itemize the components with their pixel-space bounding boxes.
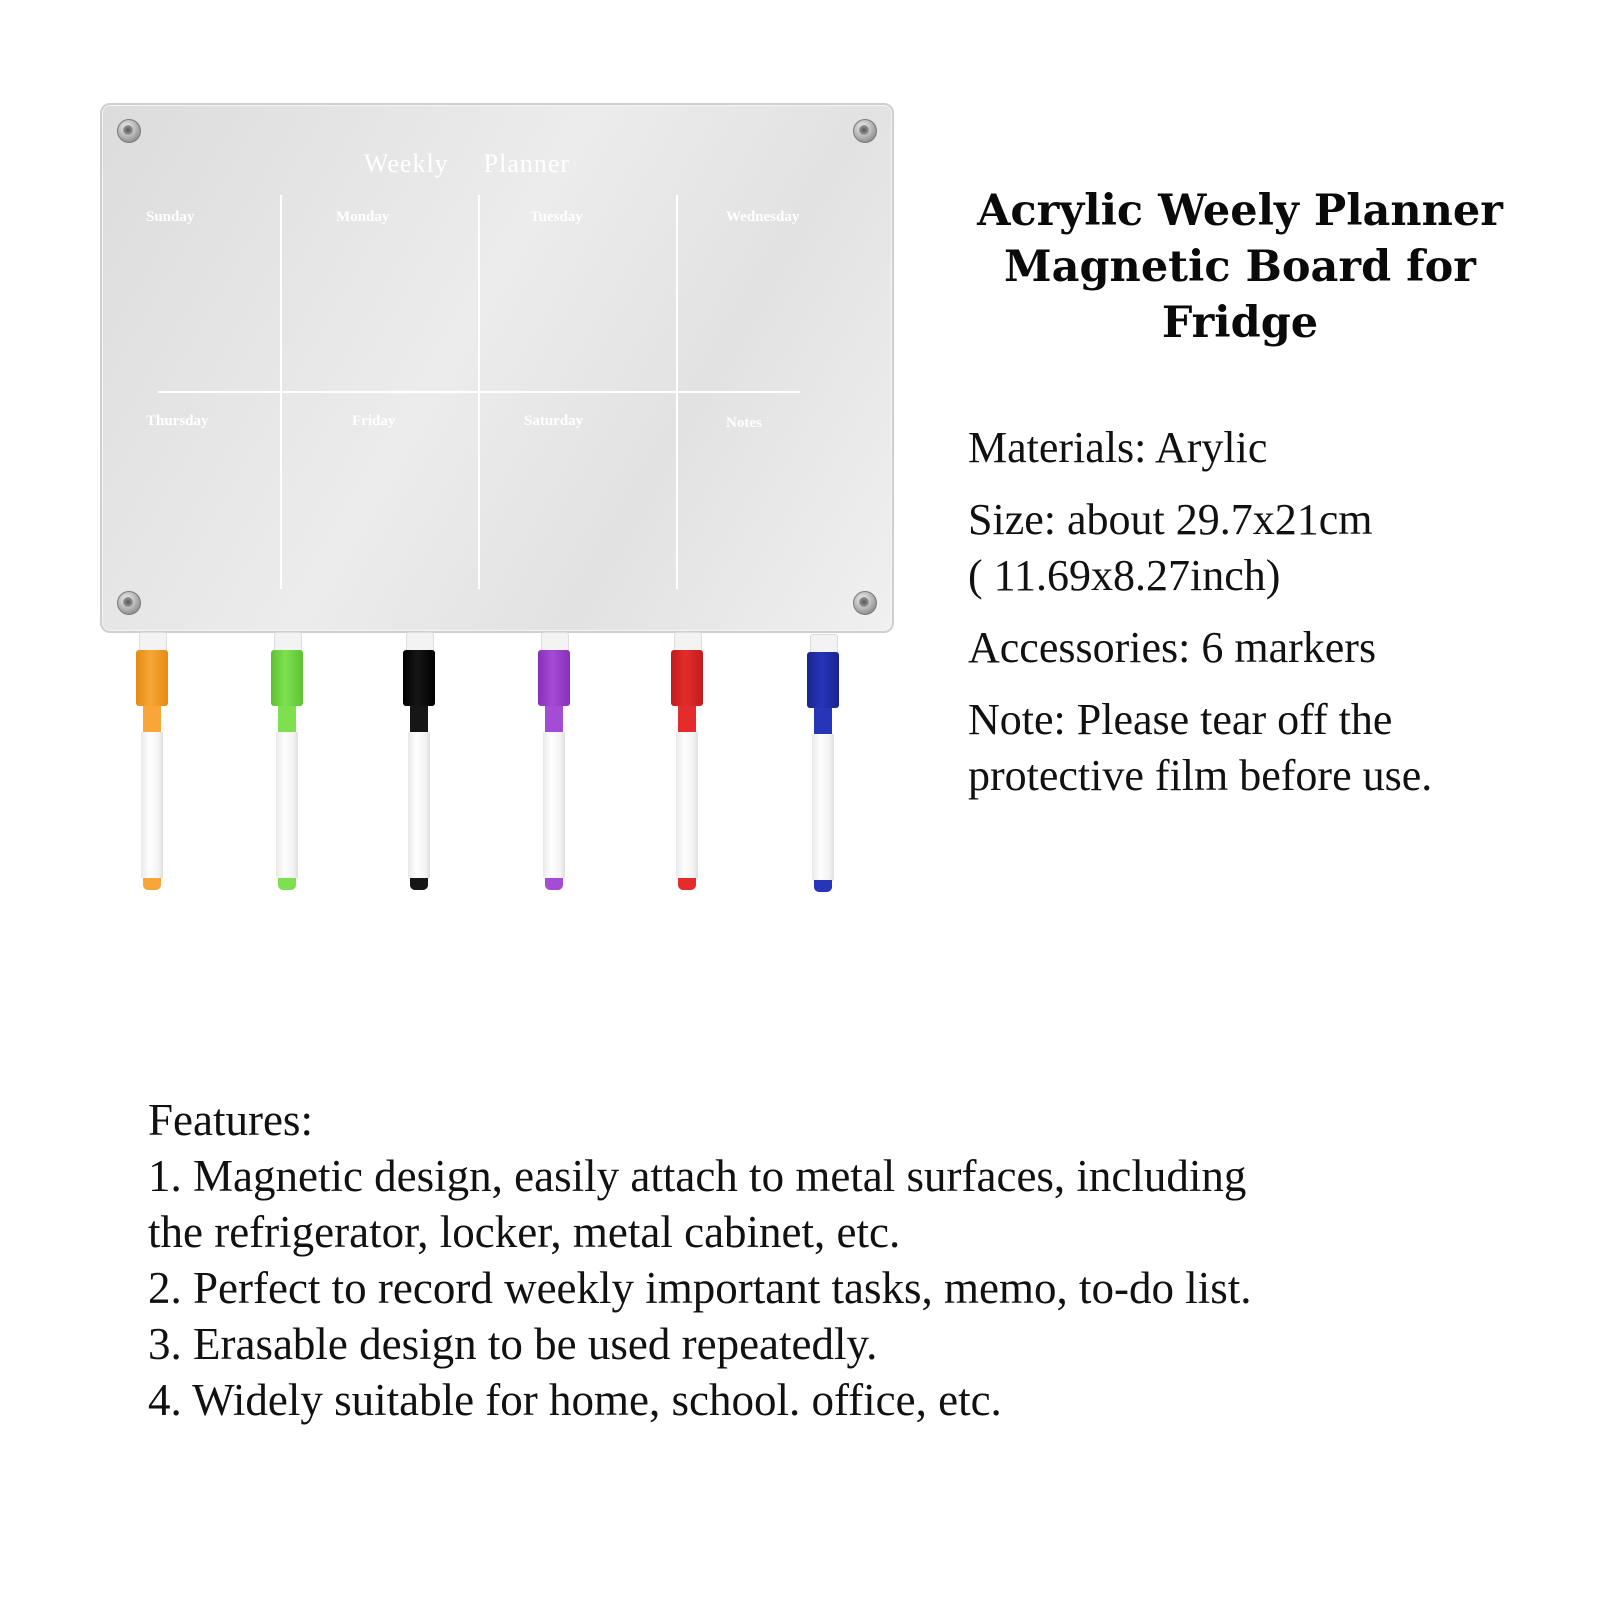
marker-blue-icon [804,634,844,904]
features-heading: Features: [148,1095,313,1145]
feature-line-2: the refrigerator, locker, metal cabinet, etc. [148,1207,901,1257]
marker-cap [271,650,303,706]
marker-neck [814,708,832,734]
board-title: Weekly Planner [363,149,571,178]
spec-accessories: Accessories: 6 markers [968,623,1377,672]
spec-size-line2: ( 11.69x8.27inch) [968,551,1281,600]
day-label-friday: Friday [352,413,396,429]
marker-tip [410,878,428,890]
marker-neck [678,706,696,732]
product-title [920,183,1560,351]
day-label-wednesday: Wednesday [726,209,800,225]
marker-barrel [141,732,163,880]
feature-line-4: 3. Erasable design to be used repeatedly. [148,1319,878,1369]
marker-purple-icon [535,632,575,902]
features-section [148,1092,1252,1428]
marker-tip [545,878,563,890]
marker-orange-icon [133,632,173,902]
day-label-tuesday: Tuesday [530,209,583,225]
day-label-saturday: Saturday [524,413,584,429]
spec-size-line1: Size: about 29.7x21cm [968,495,1373,544]
marker-barrel [676,732,698,880]
marker-barrel [276,732,298,880]
feature-line-3: 2. Perfect to record weekly important tasks, memo, to-do list. [148,1263,1252,1313]
marker-cap [403,650,435,706]
spec-note-line2: protective film before use. [968,751,1433,800]
top-left-screw-icon [117,119,141,143]
marker-tip [678,878,696,890]
marker-green-icon [268,632,308,902]
marker-barrel [812,734,834,882]
spec-materials: Materials: Arylic [968,423,1268,472]
marker-cap [136,650,168,706]
marker-black-icon [400,632,440,902]
marker-neck [545,706,563,732]
feature-line-1: 1. Magnetic design, easily attach to metal surfaces, including [148,1151,1247,1201]
feature-line-5: 4. Widely suitable for home, school. office, etc. [148,1375,1002,1425]
day-label-thursday: Thursday [146,413,209,429]
bottom-right-screw-icon [853,591,877,615]
marker-barrel [408,732,430,880]
top-right-screw-icon [853,119,877,143]
acrylic-planner-board [100,103,894,633]
marker-red-icon [668,632,708,902]
marker-cap [671,650,703,706]
bottom-left-screw-icon [117,591,141,615]
marker-barrel [543,732,565,880]
marker-tip [814,880,832,892]
spec-note-line1: Note: Please tear off the [968,695,1393,744]
marker-cap [538,650,570,706]
product-title-line2: Magnetic Board for Fridge [1004,242,1476,348]
grid-line-h [158,391,800,393]
marker-cap [807,652,839,708]
day-label-notes: Notes [726,415,762,431]
day-label-monday: Monday [336,209,390,225]
marker-neck [278,706,296,732]
day-label-sunday: Sunday [146,209,195,225]
marker-neck [143,706,161,732]
marker-tip [143,878,161,890]
marker-tip [278,878,296,890]
product-title-line1: Acrylic Weely Planner [977,186,1503,236]
marker-neck [410,706,428,732]
